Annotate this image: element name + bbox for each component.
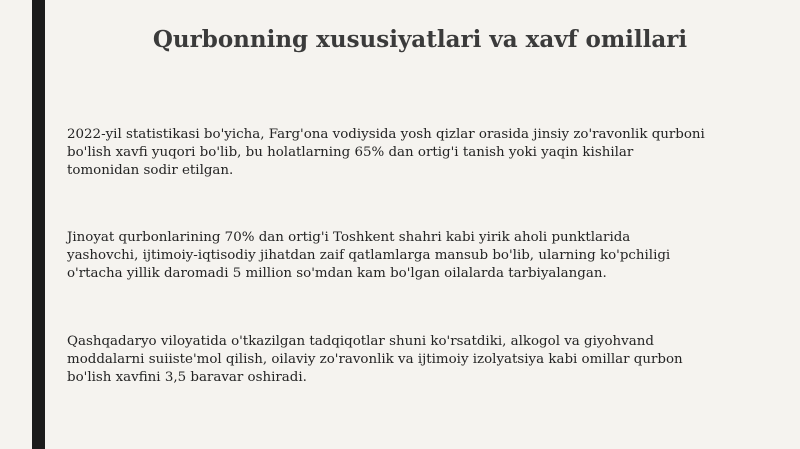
paragraph-victims-tashkent: Jinoyat qurbonlarining 70% dan ortig'i Toshkent shahri kabi yirik aholi punktlarida yashovchi, ijtimoiy-iqtisodiy jihatdan zaif qatlamlarga mansub bo'lib, ularning ko'pchiligi o'rtacha yillik daromadi 5 million so'mdan kam bo'lgan oilalarda tarbiyalangan. [67, 230, 671, 281]
slide-title: Qurbonning xususiyatlari va xavf omillari [152, 26, 688, 53]
paragraph-statistics-fergana: 2022-yil statistikasi bo'yicha, Farg'ona vodiysida yosh qizlar orasida jinsiy zo'ravonlik qurboni bo'lish xavfi yuqori bo'lib, bu holatlarning 65% dan ortig'i tanish yoki yaqin kishilar tomonidan sodir etilgan. [67, 127, 705, 178]
paragraph-research-kashkadarya: Qashqadaryo viloyatida o'tkazilgan tadqiqotlar shuni ko'rsatdiki, alkogol va giyohvand moddalarni suiiste'mol qilish, oilaviy zo'ravonlik va ijtimoiy izolyatsiya kabi omillar qurbon bo'lish xavfini 3,5 baravar oshiradi. [67, 334, 683, 385]
accent-side-bar [32, 0, 45, 449]
